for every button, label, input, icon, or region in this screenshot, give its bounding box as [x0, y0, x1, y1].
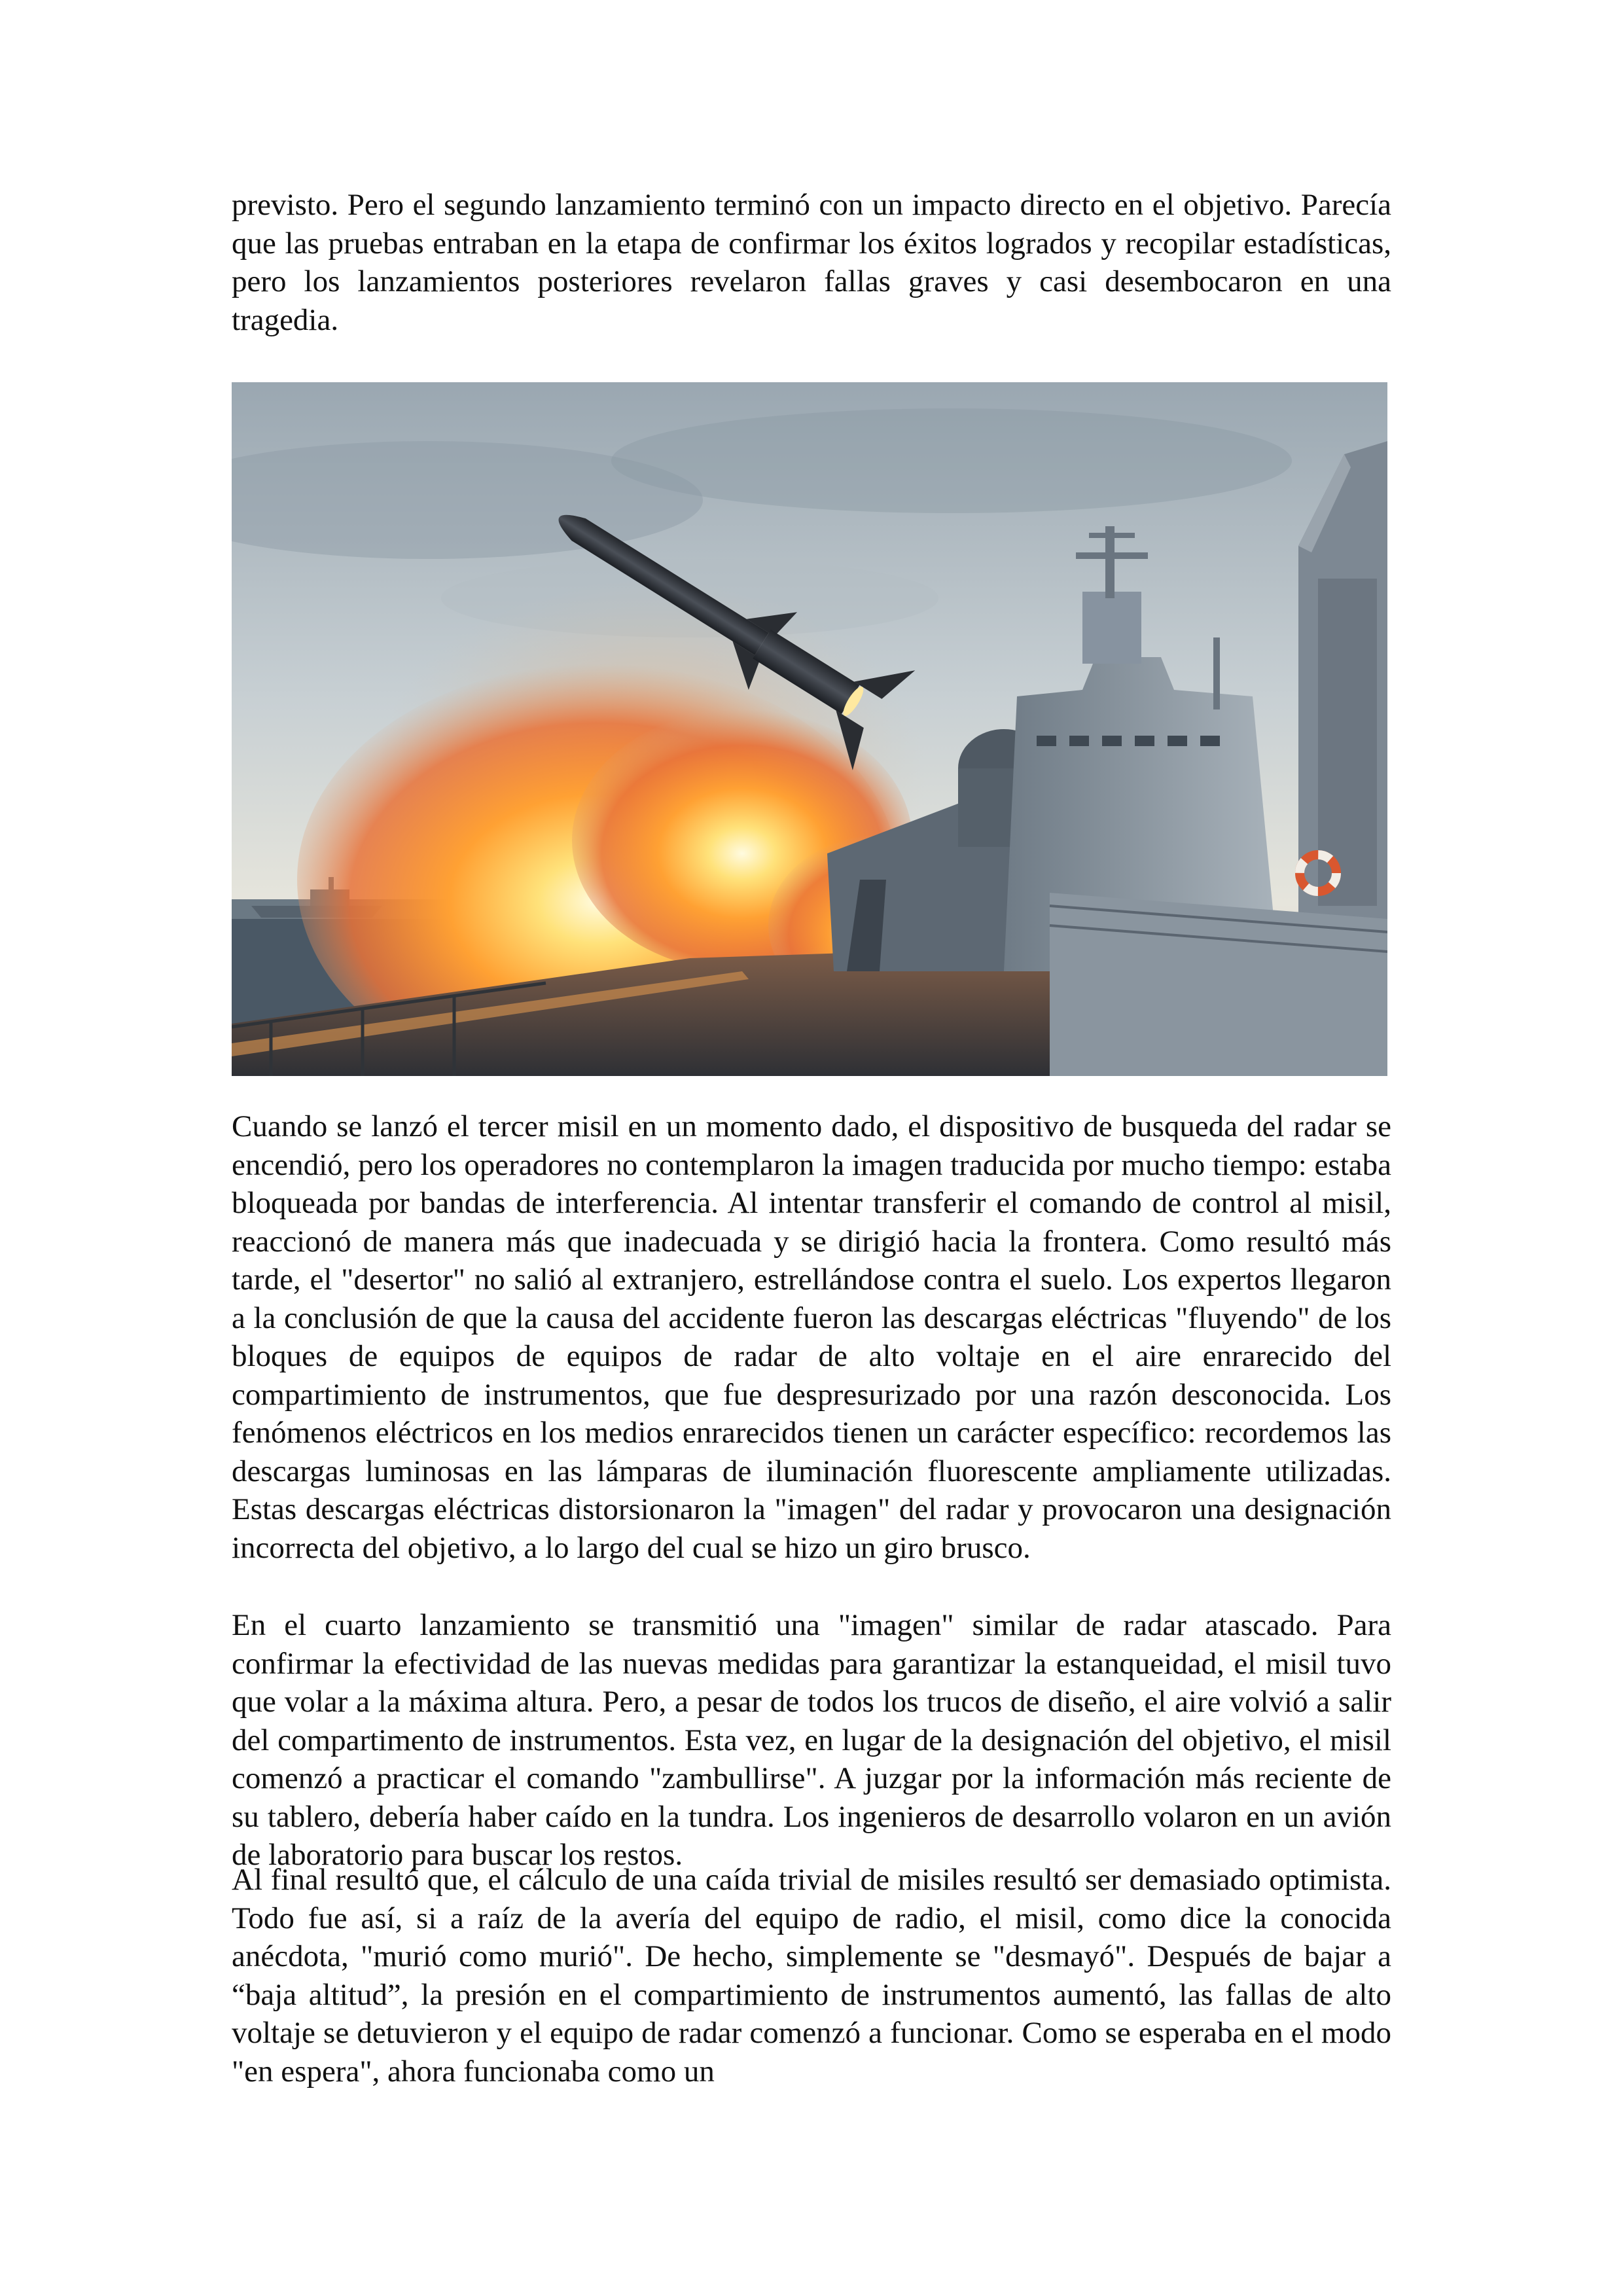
paragraph-2: Cuando se lanzó el tercer misil en un momento dado, el dispositivo de busqueda del radar se encendió, pero los operadores no contemplaron la imagen traducida por mucho tiempo: estaba bloqueada por bandas de interferencia. Al intentar transferir el comando de control al misil, reaccionó de manera más que inadecuada y se dirigió hacia la frontera. Como resultó más tarde, el "desertor" no salió al extranjero, estrellándose contra el suelo. Los expertos llegaron a la conclusión de que la causa del accidente fueron las descargas eléctricas "fluyendo" de los bloques de equipos de equipos de radar de alto voltaje en el aire enrarecido del compartimiento de instrumentos, que fue despresurizado por una razón desconocida. Los fenómenos eléctricos en los medios enrarecidos tienen un carácter específico: recordemos las descargas luminosas en las lámparas de iluminación fluorescente ampliamente utilizadas. Estas descargas eléctricas distorsionaron la "imagen" del radar y provocaron una designación incorrecta del objetivo, a lo largo del cual se hizo un giro brusco.	[232, 1109, 1391, 1565]
missile-launch-photo	[232, 382, 1387, 1076]
paragraph-4: Al final resultó que, el cálculo de una caída trivial de misiles resultó ser demasiado optimista. Todo fue así, si a raíz de la avería del equipo de radio, el misil, como dice la conocida anécdota, "murió como murió". De hecho, simplemente se "desmayó". Después de bajar a “baja altitud”, la presión en el compartimiento de instrumentos aumentó, las fallas de alto voltaje se detuvieron y el equipo de radar comenzó a funcionar. Como se esperaba en el modo "en espera", ahora funcionaba como un	[232, 1863, 1391, 2089]
photo-illustration	[232, 382, 1387, 1076]
paragraph-1: previsto. Pero el segundo lanzamiento terminó con un impacto directo en el objetivo. Parecía que las pruebas entraban en la etapa de confirmar los éxitos logrados y recopilar estadísticas, pero los lanzamientos posteriores revelaron fallas graves y casi desembocaron en una tragedia.	[232, 188, 1391, 337]
paragraph-3: En el cuarto lanzamiento se transmitió una "imagen" similar de radar atascado. Para confirmar la efectividad de las nuevas medidas para garantizar la estanqueidad, el misil tuvo que volar a la máxima altura. Pero, a pesar de todos los trucos de diseño, el aire volvió a salir del compartimento de instrumentos. Esta vez, en lugar de la designación del objetivo, el misil comenzó a practicar el comando "zambullirse". A juzgar por la información más reciente de su tablero, debería haber caído en la tundra. Los ingenieros de desarrollo volaron en un avión de laboratorio para buscar los restos.	[232, 1608, 1391, 1872]
